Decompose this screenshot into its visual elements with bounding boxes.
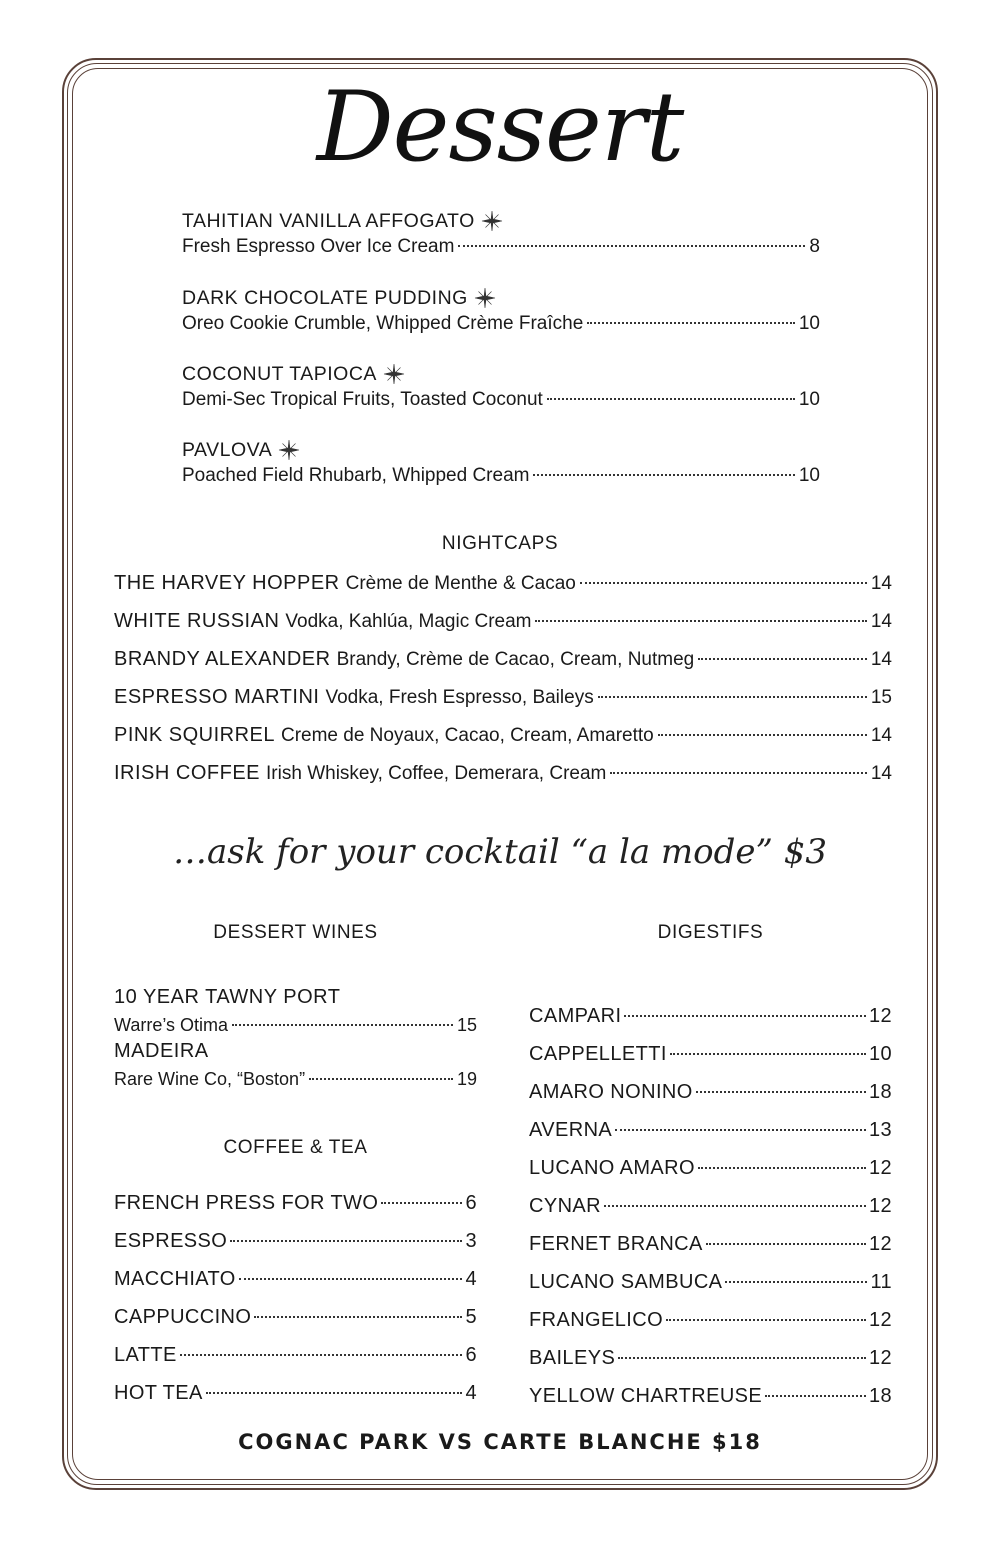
digestif-price: 10 — [868, 1043, 892, 1065]
coffee-price: 3 — [465, 1230, 477, 1252]
digestif-name: CAMPARI — [529, 1005, 622, 1027]
digestif-name: LUCANO AMARO — [529, 1157, 695, 1179]
nightcap-name: THE HARVEY HOPPER — [114, 572, 340, 594]
dot-leader — [706, 1243, 866, 1245]
coffee-price: 4 — [465, 1268, 477, 1290]
nightcap-price: 14 — [870, 573, 892, 594]
dessert-description: Poached Field Rhubarb, Whipped Cream — [182, 465, 530, 486]
page-title: Dessert — [316, 71, 684, 183]
nightcap-name: ESPRESSO MARTINI — [114, 686, 320, 708]
coffee-name: CAPPUCCINO — [114, 1306, 252, 1328]
digestif-item — [529, 1041, 892, 1067]
nightcap-item — [114, 760, 892, 787]
coffee-name: MACCHIATO — [114, 1268, 236, 1290]
nightcap-name: BRANDY ALEXANDER — [114, 648, 331, 670]
dessert-price: 10 — [798, 313, 820, 334]
dessert-name: COCONUT TAPIOCA — [182, 363, 377, 385]
digestif-price: 12 — [868, 1157, 892, 1179]
coffee-item — [114, 1190, 477, 1216]
dot-leader — [698, 1167, 866, 1169]
dot-leader — [547, 398, 795, 400]
dessert-item — [182, 361, 820, 413]
dot-leader — [696, 1091, 866, 1093]
digestif-price: 18 — [868, 1385, 892, 1407]
dot-leader — [615, 1129, 866, 1131]
dot-leader — [180, 1354, 463, 1356]
nightcap-description: Brandy, Crème de Cacao, Cream, Nutmeg — [336, 649, 695, 670]
digestif-item — [529, 1345, 892, 1371]
digestif-item — [529, 1231, 892, 1257]
digestif-name: FERNET BRANCA — [529, 1233, 703, 1255]
wine-description: Warre’s Otima — [114, 1015, 229, 1035]
dot-leader — [309, 1078, 453, 1080]
digestif-price: 13 — [868, 1119, 892, 1141]
dessert-description: Fresh Espresso Over Ice Cream — [182, 236, 455, 257]
digestif-price: 12 — [868, 1195, 892, 1217]
sparkle-star-icon — [481, 210, 503, 232]
dot-leader — [604, 1205, 866, 1207]
dessert-description: Demi-Sec Tropical Fruits, Toasted Coconut — [182, 389, 543, 410]
sparkle-star-icon — [278, 439, 300, 461]
coffee-item — [114, 1266, 477, 1292]
digestif-price: 12 — [868, 1233, 892, 1255]
digestif-name: FRANGELICO — [529, 1309, 664, 1331]
nightcap-item — [114, 684, 892, 711]
dessert-description: Oreo Cookie Crumble, Whipped Crème Fraîche — [182, 313, 584, 334]
digestif-item — [529, 1117, 892, 1143]
dot-leader — [458, 245, 805, 247]
sparkle-star-icon — [383, 363, 405, 385]
nightcap-description: Creme de Noyaux, Cacao, Cream, Amaretto — [280, 725, 654, 746]
digestif-name: AMARO NONINO — [529, 1081, 693, 1103]
dessert-item — [182, 437, 820, 489]
digestif-item — [529, 1307, 892, 1333]
digestif-price: 12 — [868, 1309, 892, 1331]
dot-leader — [587, 322, 795, 324]
coffee-price: 4 — [465, 1382, 477, 1404]
digestif-name: BAILEYS — [529, 1347, 616, 1369]
digestifs-heading: DIGESTIFS — [657, 922, 764, 943]
coffee-name: ESPRESSO — [114, 1230, 228, 1252]
dessert-name: PAVLOVA — [182, 439, 273, 461]
wine-price: 15 — [456, 1015, 477, 1035]
nightcap-item — [114, 722, 892, 749]
a-la-mode-note: …ask for your cocktail “a la mode” $3 — [173, 832, 827, 872]
coffee-item — [114, 1304, 477, 1330]
dot-leader — [666, 1319, 866, 1321]
coffee-price: 6 — [465, 1344, 477, 1366]
digestif-price: 11 — [870, 1271, 892, 1293]
wine-line — [114, 1013, 477, 1037]
nightcap-description: Vodka, Fresh Espresso, Baileys — [325, 687, 594, 708]
coffee-item — [114, 1228, 477, 1254]
digestif-name: YELLOW CHARTREUSE — [529, 1385, 763, 1407]
nightcap-item — [114, 570, 892, 597]
dessert-price: 10 — [798, 465, 820, 486]
dot-leader — [698, 658, 867, 660]
digestif-item — [529, 1079, 892, 1105]
digestif-name: AVERNA — [529, 1119, 613, 1141]
digestif-item — [529, 1003, 892, 1029]
digestif-price: 12 — [868, 1347, 892, 1369]
dot-leader — [230, 1240, 462, 1242]
digestif-price: 18 — [868, 1081, 892, 1103]
dessert-item — [182, 208, 820, 260]
nightcap-description: Irish Whiskey, Coffee, Demerara, Cream — [266, 763, 607, 784]
dot-leader — [580, 582, 867, 584]
nightcap-description: Crème de Menthe & Cacao — [345, 573, 576, 594]
nightcap-name: PINK SQUIRREL — [114, 724, 275, 746]
wine-description: Rare Wine Co, “Boston” — [114, 1069, 306, 1089]
nightcap-description: Vodka, Kahlúa, Magic Cream — [285, 611, 532, 632]
nightcap-item — [114, 646, 892, 673]
dot-leader — [254, 1316, 462, 1318]
footer-promo: COGNAC PARK VS CARTE BLANCHE $18 — [238, 1430, 762, 1454]
wine-name: MADEIRA — [114, 1040, 209, 1062]
digestif-item — [529, 1269, 892, 1295]
nightcap-name: IRISH COFFEE — [114, 762, 261, 784]
dot-leader — [658, 734, 867, 736]
coffee-tea-heading: COFFEE & TEA — [223, 1137, 368, 1158]
wine-name: 10 YEAR TAWNY PORT — [114, 986, 341, 1008]
dot-leader — [618, 1357, 866, 1359]
dot-leader — [598, 696, 867, 698]
dot-leader — [381, 1202, 462, 1204]
dessert-name: TAHITIAN VANILLA AFFOGATO — [182, 210, 475, 232]
nightcap-item — [114, 608, 892, 635]
dot-leader — [535, 620, 866, 622]
dot-leader — [206, 1392, 463, 1394]
nightcap-price: 14 — [870, 649, 892, 670]
digestif-item — [529, 1193, 892, 1219]
dot-leader — [765, 1395, 866, 1397]
wine-line — [114, 1067, 477, 1091]
dessert-price: 10 — [798, 389, 820, 410]
digestif-item — [529, 1155, 892, 1181]
dot-leader — [533, 474, 794, 476]
digestif-name: CAPPELLETTI — [529, 1043, 667, 1065]
digestif-price: 12 — [868, 1005, 892, 1027]
coffee-item — [114, 1380, 477, 1406]
nightcap-price: 14 — [870, 725, 892, 746]
digestif-name: LUCANO SAMBUCA — [529, 1271, 723, 1293]
dot-leader — [610, 772, 867, 774]
nightcaps-heading: NIGHTCAPS — [441, 533, 559, 554]
digestif-name: CYNAR — [529, 1195, 602, 1217]
coffee-name: FRENCH PRESS FOR TWO — [114, 1192, 379, 1214]
dot-leader — [725, 1281, 867, 1283]
dot-leader — [624, 1015, 866, 1017]
dessert-price: 8 — [809, 236, 820, 257]
nightcap-price: 15 — [870, 687, 892, 708]
coffee-name: HOT TEA — [114, 1382, 203, 1404]
nightcap-price: 14 — [870, 611, 892, 632]
coffee-name: LATTE — [114, 1344, 177, 1366]
dessert-item — [182, 285, 820, 337]
coffee-price: 6 — [465, 1192, 477, 1214]
coffee-price: 5 — [465, 1306, 477, 1328]
sparkle-star-icon — [474, 287, 496, 309]
wine-price: 19 — [456, 1069, 477, 1089]
nightcap-name: WHITE RUSSIAN — [114, 610, 280, 632]
nightcap-price: 14 — [870, 763, 892, 784]
dot-leader — [239, 1278, 463, 1280]
digestif-item — [529, 1383, 892, 1409]
dot-leader — [232, 1024, 453, 1026]
dot-leader — [670, 1053, 866, 1055]
dessert-name: DARK CHOCOLATE PUDDING — [182, 287, 468, 309]
coffee-item — [114, 1342, 477, 1368]
dessert-wines-heading: DESSERT WINES — [213, 922, 378, 943]
